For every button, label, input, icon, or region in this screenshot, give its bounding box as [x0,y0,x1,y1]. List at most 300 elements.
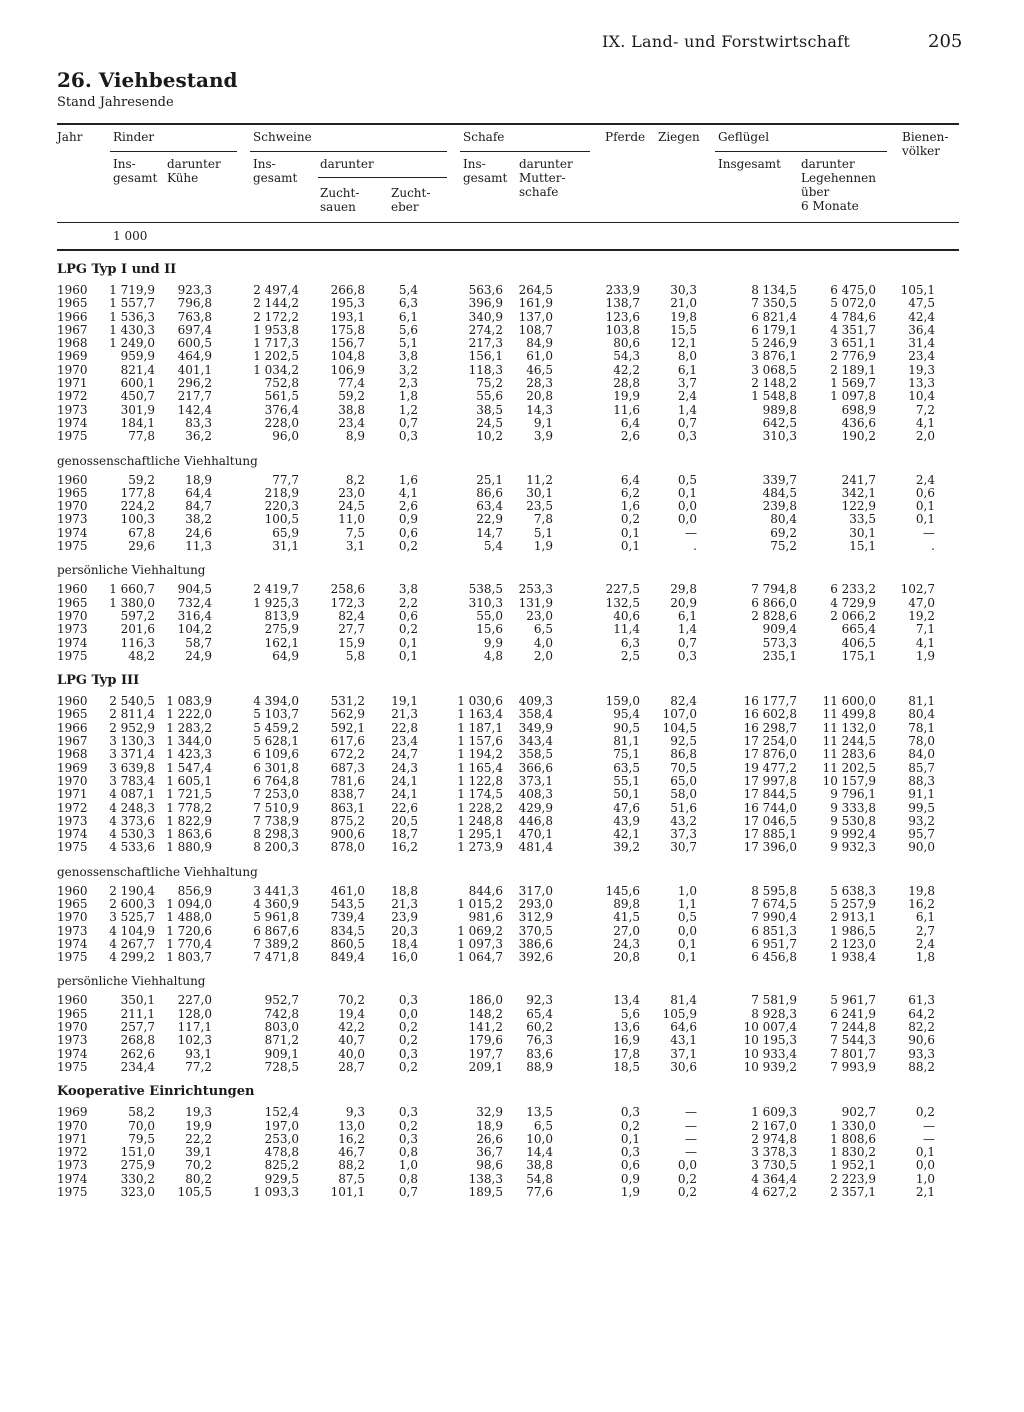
cell-year: 1960 [57,472,88,487]
cell-pferde: 19,9 [613,389,640,404]
header-mid-rule [57,222,959,223]
cell-pferde: 6,4 [620,415,640,430]
cell-bienenvoelker: 23,4 [908,349,935,364]
cell-schafe-insgesamt: 118,3 [468,362,503,377]
cell-legehennen: 30,1 [849,525,876,540]
group-spacer [0,553,1024,563]
cell-year: 1972 [57,800,88,815]
cell-zuchteber: 18,7 [391,827,418,842]
cell-rinder-insgesamt: 3 371,4 [109,747,155,762]
cell-schafe-insgesamt: 1 069,2 [457,923,503,938]
cell-zuchtsauen: 739,4 [330,910,365,925]
cell-bienenvoelker: 1,0 [915,1171,935,1186]
cell-bienenvoelker: 47,0 [908,595,935,610]
cell-bienenvoelker: 78,1 [908,720,935,735]
cell-schweine-insgesamt: 100,5 [264,512,299,527]
cell-schweine-insgesamt: 752,8 [264,376,299,391]
cell-gefluegel-insgesamt: 310,3 [762,429,797,444]
cell-schweine-insgesamt: 742,8 [264,1006,299,1021]
cell-bienenvoelker: 13,3 [908,376,935,391]
cell-mutterschafe: 54,8 [526,1171,553,1186]
cell-ziegen: 64,6 [670,1020,697,1035]
cell-bienenvoelker: 2,1 [915,1185,935,1200]
cell-pferde: 2,5 [620,648,640,663]
cell-pferde: 16,9 [613,1033,640,1048]
cell-gefluegel-insgesamt: 10 939,2 [743,1059,797,1074]
cell-pferde: 28,8 [613,376,640,391]
table-subtitle: Stand Jahresende [57,95,174,110]
cell-year: 1970 [57,608,88,623]
cell-zuchteber: 6,3 [398,296,418,311]
cell-mutterschafe: 6,5 [533,1118,553,1133]
cell-rinder-kuehe: 227,0 [177,993,212,1008]
cell-zuchtsauen: 672,2 [330,747,365,762]
cell-bienenvoelker: 2,4 [915,472,935,487]
cell-zuchtsauen: 195,3 [330,296,365,311]
cell-schafe-insgesamt: 1 174,5 [457,787,503,802]
table-row [0,695,1024,708]
cell-gefluegel-insgesamt: 16 744,0 [743,800,797,815]
cell-mutterschafe: 446,8 [518,813,553,828]
cell-ziegen: 70,5 [670,760,697,775]
cell-year: 1969 [57,349,88,364]
cell-gefluegel-insgesamt: 17 396,0 [743,840,797,855]
cell-zuchteber: 0,6 [398,525,418,540]
cell-schweine-insgesamt: 5 961,8 [253,910,299,925]
table-row [0,297,1024,310]
cell-bienenvoelker: 47,5 [908,296,935,311]
cell-zuchteber: 0,7 [398,1185,418,1200]
cell-zuchtsauen: 849,4 [330,950,365,965]
cell-rinder-kuehe: 1 822,9 [166,813,212,828]
cell-mutterschafe: 7,8 [533,512,553,527]
cell-ziegen: 0,1 [677,485,697,500]
cell-pferde: 63,5 [613,760,640,775]
cell-zuchtsauen: 16,2 [338,1131,365,1146]
cell-rinder-insgesamt: 4 533,6 [109,840,155,855]
cell-rinder-insgesamt: 3 783,4 [109,773,155,788]
cell-rinder-insgesamt: 77,8 [128,429,155,444]
cell-schafe-insgesamt: 36,7 [476,1145,503,1160]
cell-pferde: 27,0 [613,923,640,938]
cell-zuchteber: 3,8 [398,582,418,597]
group-label: persönliche Viehhaltung [57,974,206,989]
cell-mutterschafe: 60,2 [526,1020,553,1035]
cell-year: 1971 [57,1131,88,1146]
cell-zuchtsauen: 13,0 [338,1118,365,1133]
cell-bienenvoelker: 0,1 [915,499,935,514]
cell-rinder-insgesamt: 1 380,0 [109,595,155,610]
cell-zuchtsauen: 15,9 [338,635,365,650]
cell-zuchtsauen: 687,3 [330,760,365,775]
cell-schweine-insgesamt: 871,2 [264,1033,299,1048]
cell-ziegen: 92,5 [670,734,697,749]
cell-mutterschafe: 30,1 [526,485,553,500]
cell-gefluegel-insgesamt: 2 828,6 [751,608,797,623]
table-row [0,610,1024,623]
table-row [0,1159,1024,1172]
cell-zuchteber: 20,5 [391,813,418,828]
cell-zuchteber: 2,6 [398,499,418,514]
cell-pferde: 5,6 [620,1006,640,1021]
cell-ziegen: 0,0 [677,1158,697,1173]
cell-zuchteber: 22,8 [391,720,418,735]
table-row [0,284,1024,297]
table-row [0,474,1024,487]
cell-pferde: 0,9 [620,1171,640,1186]
cell-mutterschafe: 10,0 [526,1131,553,1146]
cell-year: 1965 [57,1006,88,1021]
table-row [0,583,1024,596]
table-row [0,597,1024,610]
cell-rinder-insgesamt: 79,5 [128,1131,155,1146]
cell-rinder-insgesamt: 201,6 [120,622,155,637]
cell-year: 1960 [57,883,88,898]
cell-gefluegel-insgesamt: 4 627,2 [751,1185,797,1200]
cell-schafe-insgesamt: 310,3 [468,595,503,610]
cell-schweine-insgesamt: 825,2 [264,1158,299,1173]
cell-year: 1969 [57,760,88,775]
schweine-darunter-rule [318,177,447,178]
cell-pferde: 55,1 [613,773,640,788]
cell-schafe-insgesamt: 55,6 [476,389,503,404]
cell-legehennen: 1 097,8 [830,389,876,404]
cell-ziegen: 0,2 [677,1171,697,1186]
cell-zuchtsauen: 40,0 [338,1046,365,1061]
cell-zuchteber: 5,1 [398,336,418,351]
table-row [0,527,1024,540]
cell-legehennen: 4 784,6 [830,309,876,324]
cell-gefluegel-insgesamt: 16 298,7 [743,720,797,735]
cell-pferde: 0,1 [620,1131,640,1146]
cell-year: 1974 [57,1171,88,1186]
cell-pferde: 0,3 [620,1145,640,1160]
cell-mutterschafe: 349,9 [518,720,553,735]
header-schweine-darunter: darunter [320,157,374,171]
cell-zuchteber: 0,3 [398,993,418,1008]
cell-schweine-insgesamt: 929,5 [264,1171,299,1186]
cell-legehennen: 902,7 [841,1105,876,1120]
cell-schweine-insgesamt: 7 510,9 [253,800,299,815]
cell-bienenvoelker: 2,0 [915,429,935,444]
group-spacer [0,855,1024,865]
cell-rinder-kuehe: 22,2 [185,1131,212,1146]
cell-legehennen: 1 938,4 [830,950,876,965]
cell-rinder-insgesamt: 330,2 [120,1171,155,1186]
cell-rinder-kuehe: 84,7 [185,499,212,514]
cell-legehennen: 6 475,0 [830,283,876,297]
cell-schafe-insgesamt: 1 030,6 [457,694,503,709]
cell-year: 1970 [57,773,88,788]
cell-pferde: 75,1 [613,747,640,762]
cell-legehennen: 698,9 [841,402,876,417]
cell-gefluegel-insgesamt: 989,8 [762,402,797,417]
cell-pferde: 54,3 [613,349,640,364]
cell-legehennen: 1 952,1 [830,1158,876,1173]
cell-bienenvoelker: 82,2 [908,1020,935,1035]
cell-pferde: 103,8 [605,322,640,337]
cell-gefluegel-insgesamt: 239,8 [762,499,797,514]
cell-zuchteber: 5,6 [398,322,418,337]
header-gefluegel-insgesamt: Insgesamt [718,157,781,171]
cell-schweine-insgesamt: 2 419,7 [253,582,299,597]
cell-rinder-insgesamt: 2 190,4 [109,883,155,898]
cell-legehennen: 10 157,9 [822,773,876,788]
cell-zuchteber: 1,8 [398,389,418,404]
cell-mutterschafe: 137,0 [518,309,553,324]
cell-rinder-insgesamt: 177,8 [120,485,155,500]
cell-zuchtsauen: 175,8 [330,322,365,337]
cell-pferde: 39,2 [613,840,640,855]
group-label: genossenschaftliche Viehhaltung [57,864,258,879]
cell-zuchteber: 0,7 [398,415,418,430]
cell-legehennen: 9 796,1 [830,787,876,802]
table-row [0,513,1024,526]
cell-mutterschafe: 343,4 [518,734,553,749]
cell-mutterschafe: 11,2 [526,472,553,487]
cell-ziegen: — [685,1145,697,1160]
cell-ziegen: 30,3 [670,283,697,297]
table-row [0,735,1024,748]
cell-rinder-insgesamt: 151,0 [120,1145,155,1160]
cell-bienenvoelker: 4,1 [915,635,935,650]
cell-zuchteber: 18,8 [391,883,418,898]
cell-schweine-insgesamt: 2 172,2 [253,309,299,324]
cell-gefluegel-insgesamt: 7 581,9 [751,993,797,1008]
cell-gefluegel-insgesamt: 909,4 [762,622,797,637]
cell-ziegen: 0,0 [677,923,697,938]
table-row [0,377,1024,390]
cell-gefluegel-insgesamt: 1 609,3 [751,1105,797,1120]
cell-schafe-insgesamt: 15,6 [476,622,503,637]
cell-gefluegel-insgesamt: 3 876,1 [751,349,797,364]
cell-rinder-insgesamt: 1 249,0 [109,336,155,351]
cell-zuchtsauen: 7,5 [345,525,365,540]
cell-legehennen: 6 233,2 [830,582,876,597]
group-spacer [0,1074,1024,1084]
cell-rinder-insgesamt: 350,1 [120,993,155,1008]
cell-rinder-kuehe: 104,2 [177,622,212,637]
cell-schafe-insgesamt: 1 157,6 [457,734,503,749]
cell-zuchtsauen: 87,5 [338,1171,365,1186]
cell-rinder-kuehe: 316,4 [177,608,212,623]
cell-year: 1975 [57,1185,88,1200]
cell-mutterschafe: 61,0 [526,349,553,364]
cell-rinder-kuehe: 732,4 [177,595,212,610]
section-title: LPG Typ III [57,673,140,689]
cell-ziegen: 1,4 [677,402,697,417]
table-row [0,637,1024,650]
cell-mutterschafe: 358,5 [518,747,553,762]
table-row [0,1146,1024,1159]
cell-pferde: 227,5 [605,582,640,597]
cell-pferde: 0,1 [620,525,640,540]
cell-gefluegel-insgesamt: 6 821,4 [751,309,797,324]
cell-zuchtsauen: 40,7 [338,1033,365,1048]
cell-schweine-insgesamt: 31,1 [272,539,299,554]
cell-schweine-insgesamt: 1 717,3 [253,336,299,351]
cell-bienenvoelker: 95,7 [908,827,935,842]
cell-ziegen: 19,8 [670,309,697,324]
cell-bienenvoelker: — [923,525,935,540]
cell-zuchtsauen: 27,7 [338,622,365,637]
cell-rinder-insgesamt: 4 373,6 [109,813,155,828]
header-gefluegel: Geflügel [718,130,770,144]
cell-rinder-insgesamt: 4 530,3 [109,827,155,842]
cell-schafe-insgesamt: 148,2 [468,1006,503,1021]
cell-mutterschafe: 13,5 [526,1105,553,1120]
cell-mutterschafe: 131,9 [518,595,553,610]
cell-ziegen: 6,1 [677,362,697,377]
cell-pferde: 50,1 [613,787,640,802]
cell-pferde: 6,4 [620,472,640,487]
table-row [0,1106,1024,1119]
cell-legehennen: 2 223,9 [830,1171,876,1186]
cell-mutterschafe: 20,8 [526,389,553,404]
cell-zuchtsauen: 23,0 [338,485,365,500]
cell-rinder-kuehe: 1 283,2 [166,720,212,735]
cell-rinder-kuehe: 105,5 [177,1185,212,1200]
cell-rinder-insgesamt: 1 557,7 [109,296,155,311]
cell-rinder-insgesamt: 4 267,7 [109,936,155,951]
cell-schweine-insgesamt: 7 389,2 [253,936,299,951]
table-row [0,775,1024,788]
cell-zuchtsauen: 193,1 [330,309,365,324]
cell-mutterschafe: 253,3 [518,582,553,597]
table-row [0,623,1024,636]
header-bienenvoelker: Bienen- völker [902,130,949,158]
cell-bienenvoelker: 1,8 [915,950,935,965]
table-row [0,337,1024,350]
cell-schafe-insgesamt: 18,9 [476,1118,503,1133]
cell-schafe-insgesamt: 981,6 [468,910,503,925]
header-rinder-insgesamt: Ins- gesamt [113,157,158,185]
cell-bienenvoelker: 84,0 [908,747,935,762]
cell-zuchtsauen: 8,2 [345,472,365,487]
cell-pferde: 81,1 [613,734,640,749]
cell-legehennen: 4 351,7 [830,322,876,337]
cell-mutterschafe: 28,3 [526,376,553,391]
cell-year: 1974 [57,936,88,951]
cell-rinder-kuehe: 77,2 [185,1059,212,1074]
cell-gefluegel-insgesamt: 3 378,3 [751,1145,797,1160]
cell-bienenvoelker: 102,7 [900,582,935,597]
cell-zuchtsauen: 863,1 [330,800,365,815]
cell-zuchteber: 23,4 [391,734,418,749]
schweine-rule [250,151,447,152]
cell-legehennen: 15,1 [849,539,876,554]
cell-bienenvoelker: 31,4 [908,336,935,351]
cell-mutterschafe: 481,4 [518,840,553,855]
cell-rinder-insgesamt: 4 248,3 [109,800,155,815]
cell-zuchteber: 24,1 [391,773,418,788]
table-row [0,1034,1024,1047]
cell-schafe-insgesamt: 55,0 [476,608,503,623]
cell-rinder-kuehe: 102,3 [177,1033,212,1048]
cell-rinder-kuehe: 401,1 [177,362,212,377]
cell-rinder-kuehe: 1 094,0 [166,896,212,911]
cell-ziegen: 104,5 [662,720,697,735]
cell-mutterschafe: 23,0 [526,608,553,623]
cell-legehennen: 5 257,9 [830,896,876,911]
cell-schafe-insgesamt: 22,9 [476,512,503,527]
cell-bienenvoelker: 7,1 [915,622,935,637]
cell-pferde: 11,4 [613,622,640,637]
cell-rinder-insgesamt: 1 536,3 [109,309,155,324]
cell-year: 1975 [57,950,88,965]
cell-pferde: 24,3 [613,936,640,951]
cell-mutterschafe: 408,3 [518,787,553,802]
rinder-rule [110,151,237,152]
cell-zuchtsauen: 3,1 [345,539,365,554]
cell-gefluegel-insgesamt: 8 595,8 [751,883,797,898]
group-spacer [0,964,1024,974]
cell-bienenvoelker: 19,8 [908,883,935,898]
cell-legehennen: 11 132,0 [822,720,876,735]
cell-bienenvoelker: 90,6 [908,1033,935,1048]
cell-schweine-insgesamt: 478,8 [264,1145,299,1160]
cell-schweine-insgesamt: 5 103,7 [253,707,299,722]
cell-bienenvoelker: . [931,539,935,554]
cell-rinder-insgesamt: 2 952,9 [109,720,155,735]
cell-bienenvoelker: 105,1 [900,283,935,297]
cell-zuchteber: 0,3 [398,429,418,444]
cell-legehennen: 7 544,3 [830,1033,876,1048]
cell-schafe-insgesamt: 340,9 [468,309,503,324]
table-row [0,324,1024,337]
cell-rinder-insgesamt: 224,2 [120,499,155,514]
cell-gefluegel-insgesamt: 7 794,8 [751,582,797,597]
cell-legehennen: 7 801,7 [830,1046,876,1061]
cell-mutterschafe: 264,5 [518,283,553,297]
cell-ziegen: 65,0 [670,773,697,788]
cell-bienenvoelker: 1,9 [915,648,935,663]
table-row [0,841,1024,854]
cell-bienenvoelker: 42,4 [908,309,935,324]
cell-rinder-insgesamt: 2 540,5 [109,694,155,709]
cell-zuchtsauen: 82,4 [338,608,365,623]
cell-legehennen: 7 993,9 [830,1059,876,1074]
table-row [0,762,1024,775]
cell-ziegen: 81,4 [670,993,697,1008]
cell-legehennen: 1 808,6 [830,1131,876,1146]
cell-rinder-insgesamt: 268,8 [120,1033,155,1048]
cell-legehennen: 1 330,0 [830,1118,876,1133]
cell-schafe-insgesamt: 10,2 [476,429,503,444]
cell-schweine-insgesamt: 909,1 [264,1046,299,1061]
cell-rinder-insgesamt: 821,4 [120,362,155,377]
cell-pferde: 233,9 [605,283,640,297]
cell-schafe-insgesamt: 9,9 [483,635,503,650]
cell-ziegen: 37,3 [670,827,697,842]
cell-bienenvoelker: 0,6 [915,485,935,500]
cell-ziegen: 0,3 [677,429,697,444]
cell-schweine-insgesamt: 803,0 [264,1020,299,1035]
cell-rinder-insgesamt: 4 104,9 [109,923,155,938]
cell-bienenvoelker: 88,3 [908,773,935,788]
cell-schafe-insgesamt: 1 064,7 [457,950,503,965]
cell-bienenvoelker: 85,7 [908,760,935,775]
cell-zuchtsauen: 900,6 [330,827,365,842]
cell-year: 1960 [57,993,88,1008]
cell-year: 1967 [57,322,88,337]
header-top-rule [57,123,959,125]
table-row [0,828,1024,841]
cell-rinder-insgesamt: 262,6 [120,1046,155,1061]
header-ziegen: Ziegen [658,130,700,144]
cell-mutterschafe: 293,0 [518,896,553,911]
cell-mutterschafe: 83,6 [526,1046,553,1061]
